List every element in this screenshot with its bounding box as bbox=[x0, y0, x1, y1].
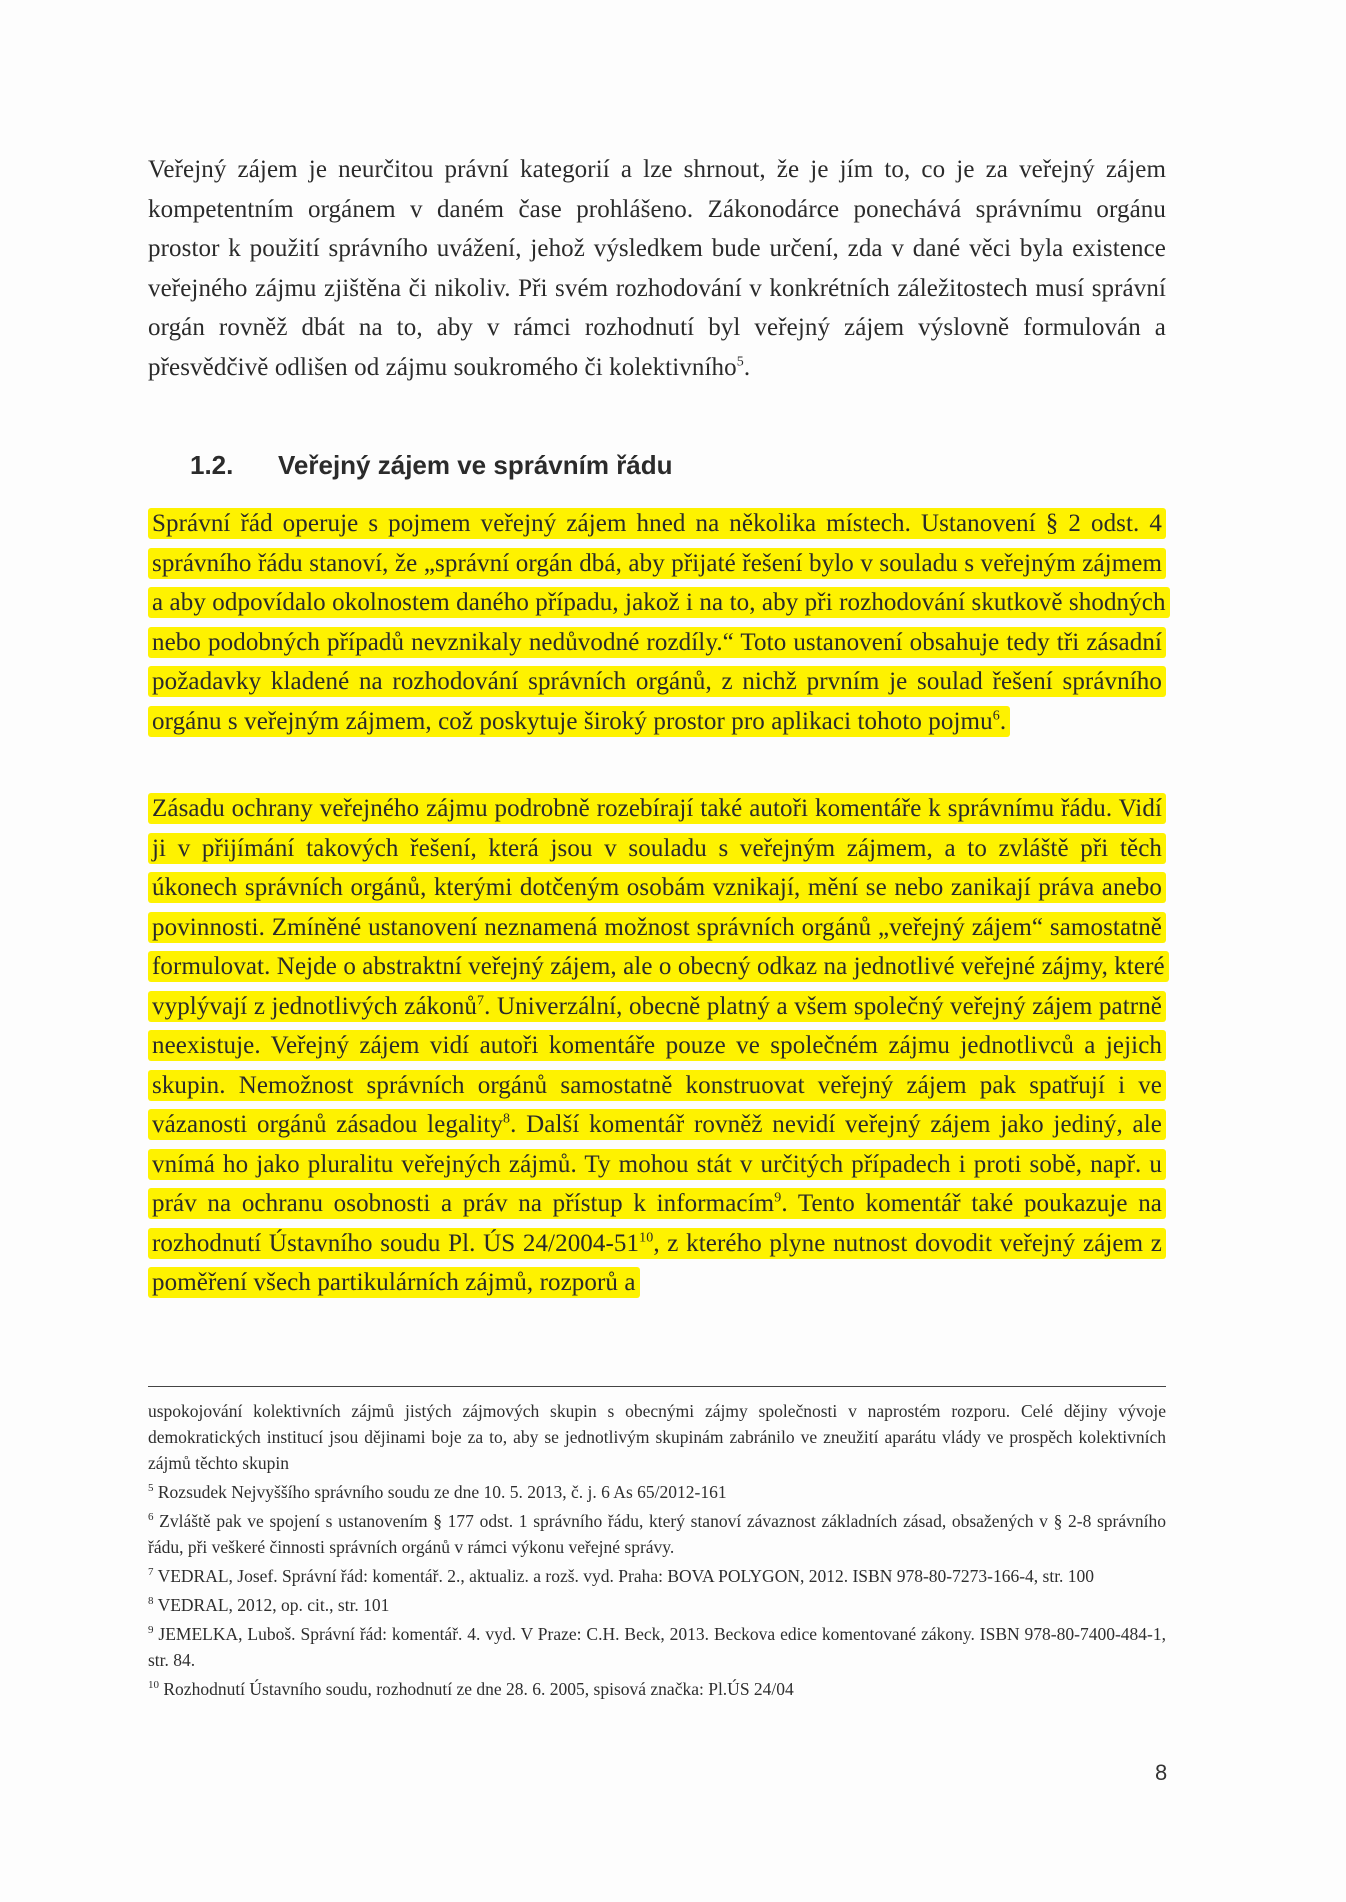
footnote-ref-6[interactable]: 6 bbox=[992, 708, 1000, 724]
paragraph-3-part-a: Zásadu ochrany veřejného zájmu podrobně rozebírají také autoři komentáře k správnímu řádu. Vidí ji v přijímání takových řešení, která jsou v souladu s veřejným zájmem, a to zvláště při těch úkonech správních orgánů, kterými dotčeným osobám vznikají, mění se nebo zanikají práva anebo povinnosti. Zmíněné ustanovení neznamená možnost správních orgánů „veřejný zájem“ samostatně formulovat. Nejde o abstraktní veřejný zájem, ale o obecný odkaz na jednotlivé veřejné zájmy, které vyplývají z jednotlivých zákonů bbox=[152, 795, 1165, 1020]
paragraph-1-end: . bbox=[743, 353, 751, 381]
footnote-text: Rozsudek Nejvyššího správního soudu ze dne 10. 5. 2013, č. j. 6 As 65/2012-161 bbox=[157, 1482, 727, 1502]
footnote-number: 7 bbox=[148, 1566, 154, 1579]
footnote-number: 8 bbox=[148, 1595, 154, 1608]
footnote-9 bbox=[148, 1621, 1166, 1673]
paragraph-2-text: Správní řád operuje s pojmem veřejný zájem hned na několika místech. Ustanovení § 2 odst. 4 správního řádu stanoví, že „správní orgán dbá, aby přijaté řešení bylo v souladu s veřejným zájmem a aby odpovídalo okolnostem daného případu, jakož i na to, aby při rozhodování skutkově shodných nebo podobných případů nevznikaly nedůvodné rozdíly.“ Toto ustanovení obsahuje tedy tři zásadní požadavky kladené na rozhodování správních orgánů, z nichž prvním je soulad řešení správního orgánu s veřejným zájmem, což poskytuje široký prostor pro aplikaci tohoto pojmu bbox=[152, 510, 1166, 735]
body-paragraph-3 bbox=[148, 789, 1166, 1303]
paragraph-3-part-d: . Tento komentář také poukazuje na rozhodnutí Ústavního soudu Pl. ÚS 24/2004-51 bbox=[152, 1190, 1162, 1257]
section-number: 1.2. bbox=[190, 450, 234, 480]
footnote-8 bbox=[148, 1592, 1166, 1618]
footnote-text: Zvláště pak ve spojení s ustanovením § 177 odst. 1 správního řádu, který stanoví závaznost základních zásad, obsažených v § 2-8 správního řádu, při veškeré činnosti správních orgánů v rámci výkonu veřejné správy. bbox=[148, 1511, 1166, 1557]
footnote-ref-9[interactable]: 9 bbox=[774, 1190, 782, 1206]
footnote-number: 10 bbox=[148, 1679, 159, 1692]
body-paragraph-1 bbox=[148, 150, 1166, 387]
page-number: 8 bbox=[1155, 1760, 1168, 1785]
paragraph-2-end: . bbox=[999, 707, 1007, 735]
footnote-ref-8[interactable]: 8 bbox=[502, 1111, 511, 1127]
highlighted-text bbox=[148, 793, 1169, 1298]
footnote-number: 5 bbox=[148, 1482, 154, 1495]
footnote-7 bbox=[148, 1563, 1166, 1589]
footnote-text: VEDRAL, Josef. Správní řád: komentář. 2., aktualiz. a rozš. vyd. Praha: BOVA POLYGON, 2012. ISBN 978-80-7273-166-4, str. 100 bbox=[157, 1566, 1095, 1586]
footnote-number: 9 bbox=[148, 1624, 154, 1637]
section-title: Veřejný zájem ve správním řádu bbox=[278, 450, 673, 480]
footnote-text: VEDRAL, 2012, op. cit., str. 101 bbox=[157, 1595, 390, 1615]
footnote-text: Rozhodnutí Ústavního soudu, rozhodnutí ze dne 28. 6. 2005, spisová značka: Pl.ÚS 24/04 bbox=[163, 1679, 794, 1699]
paragraph-3-part-b: . Univerzální, obecně platný a všem společný veřejný zájem patrně neexistuje. Veřejný zájem vidí autoři komentáře pouze ve společném zájmu jednotlivců a jejich skupin. Nemožnost správních orgánů samostatně konstruovat veřejný zájem pak spatřují i ve vázanosti orgánů zásadou legality bbox=[152, 992, 1162, 1138]
footnote-10 bbox=[148, 1676, 1166, 1702]
highlighted-text bbox=[148, 508, 1170, 737]
footnote-separator bbox=[148, 1386, 1166, 1387]
footnote-6 bbox=[148, 1508, 1166, 1560]
body-paragraph-2 bbox=[148, 504, 1166, 741]
footnote-5 bbox=[148, 1479, 1166, 1505]
footnote-number: 6 bbox=[148, 1511, 154, 1524]
footnote-ref-10[interactable]: 10 bbox=[639, 1230, 654, 1246]
footnote-ref-5[interactable]: 5 bbox=[736, 354, 744, 370]
paragraph-3-part-c: . Další komentář rovněž nevidí veřejný zájem jako jediný, ale vnímá ho jako pluralitu veřejných zájmů. Ty mohou stát v určitých případech i proti sobě, např. u práv na ochranu osobnosti a práv na přístup k informacím bbox=[152, 1111, 1162, 1217]
paragraph-3-part-e: , z kterého plyne nutnost dovodit veřejný zájem z poměření všech partikulárních zájmů, rozporů a bbox=[152, 1229, 1162, 1296]
footnote-continuation: uspokojování kolektivních zájmů jistých zájmových skupin s obecnými zájmy společnosti v naprostém rozporu. Celé dějiny vývoje demokratických institucí jsou dějinami boje za to, aby se jednotlivým skupinám zabránilo ve zneužití aparátu vlády ve prospěch kolektivních zájmů těchto skupin bbox=[148, 1401, 1166, 1473]
paragraph-1-text: Veřejný zájem je neurčitou právní kategorií a lze shrnout, že je jím to, co je za veřejný zájem kompetentním orgánem v daném čase prohlášeno. Zákonodárce ponechává správnímu orgánu prostor k použití správního uvážení, jehož výsledkem bude určení, zda v dané věci byla existence veřejného zájmu zjištěna či nikoliv. Při svém rozhodování v konkrétních záležitostech musí správní orgán rovněž dbát na to, aby v rámci rozhodnutí byl veřejný zájem výslovně formulován a přesvědčivě odlišen od zájmu soukromého či kolektivního bbox=[148, 156, 1166, 381]
footnotes bbox=[148, 1398, 1166, 1705]
footnote-ref-7[interactable]: 7 bbox=[477, 993, 485, 1009]
footnote-text: JEMELKA, Luboš. Správní řád: komentář. 4. vyd. V Praze: C.H. Beck, 2013. Beckova edice komentované zákony. ISBN 978-80-7400-484-1, str. 84. bbox=[148, 1624, 1166, 1670]
section-heading bbox=[190, 450, 673, 481]
